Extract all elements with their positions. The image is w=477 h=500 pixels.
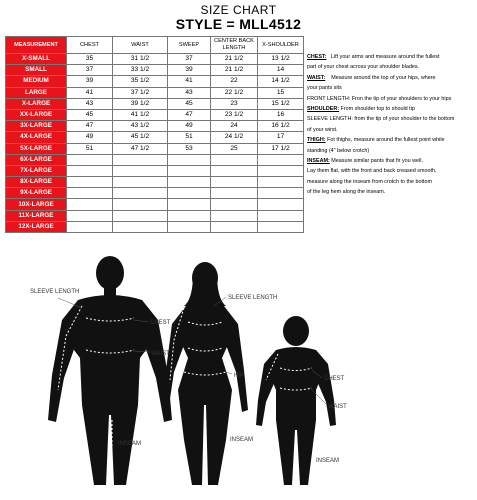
header-x-shoulder: X-SHOULDER xyxy=(258,37,304,54)
size-value xyxy=(168,188,211,199)
size-value: 39 xyxy=(67,76,113,87)
table-row xyxy=(6,54,304,65)
size-value: 37 xyxy=(168,54,211,65)
size-value: 13 1/2 xyxy=(258,54,304,65)
note-shoulder-1: From shoulder top to should tip xyxy=(340,106,415,113)
size-value: 45 1/2 xyxy=(113,132,168,143)
size-value xyxy=(113,165,168,176)
size-value: 41 xyxy=(67,87,113,98)
size-value xyxy=(113,154,168,165)
measurement-figure xyxy=(0,240,477,500)
size-label: 9X-LARGE xyxy=(6,188,67,199)
size-value: 23 1/2 xyxy=(211,109,258,120)
size-value xyxy=(211,154,258,165)
size-value: 24 1/2 xyxy=(211,132,258,143)
size-value: 17 1/2 xyxy=(258,143,304,154)
table-row xyxy=(6,199,304,210)
size-label: 5X-LARGE xyxy=(6,143,67,154)
size-value: 43 xyxy=(168,87,211,98)
size-value xyxy=(258,210,304,221)
size-value xyxy=(258,165,304,176)
size-label: X-LARGE xyxy=(6,98,67,109)
size-value xyxy=(67,165,113,176)
table-row xyxy=(6,132,304,143)
note-chest-1: Lift your arms and measure around the fullest xyxy=(330,54,440,60)
size-label: LARGE xyxy=(6,87,67,98)
style-code: STYLE = MLL4512 xyxy=(175,16,302,32)
size-value xyxy=(67,154,113,165)
size-label: 3X-LARGE xyxy=(6,121,67,132)
header-chest: CHEST xyxy=(67,37,113,54)
size-value: 47 1/2 xyxy=(113,143,168,154)
size-label: SMALL xyxy=(6,65,67,76)
size-value xyxy=(168,154,211,165)
size-value xyxy=(258,177,304,188)
label-inseam-child: INSEAM xyxy=(316,458,340,464)
size-value xyxy=(113,221,168,232)
note-inseam-1: Measure similar pants that fir you well. xyxy=(331,158,423,165)
note-waist-2: your pants sits xyxy=(307,85,342,92)
size-value: 39 1/2 xyxy=(113,98,168,109)
size-value: 47 xyxy=(67,121,113,132)
chart-title: SIZE CHART xyxy=(200,3,277,17)
table-row xyxy=(6,121,304,132)
size-label: 8X-LARGE xyxy=(6,177,67,188)
note-chest-2: part of your chest across your shoulder blades. xyxy=(307,64,420,71)
size-value: 31 1/2 xyxy=(113,54,168,65)
note-waist-1: Measure around the top of your hips, where xyxy=(331,74,436,81)
size-value xyxy=(168,210,211,221)
size-value: 24 xyxy=(211,121,258,132)
size-label: 6X-LARGE xyxy=(6,154,67,165)
size-value: 41 1/2 xyxy=(113,109,168,120)
header-waist: WAIST xyxy=(113,37,168,54)
table-row xyxy=(6,188,304,199)
size-label: 11X-LARGE xyxy=(6,210,67,221)
size-value: 49 xyxy=(168,121,211,132)
size-value xyxy=(211,221,258,232)
size-value: 25 xyxy=(211,143,258,154)
size-value xyxy=(211,199,258,210)
note-sleeve-2: of your wirst. xyxy=(307,126,338,133)
table-header-row xyxy=(6,37,304,54)
note-inseam-4: of the leg hem along the inseam. xyxy=(307,189,386,196)
size-value: 21 1/2 xyxy=(211,54,258,65)
size-value xyxy=(67,199,113,210)
size-label: 12X-LARGE xyxy=(6,221,67,232)
size-value: 45 xyxy=(168,98,211,109)
size-value xyxy=(211,210,258,221)
size-value xyxy=(258,188,304,199)
size-value: 35 xyxy=(67,54,113,65)
size-value: 43 1/2 xyxy=(113,121,168,132)
size-value xyxy=(211,177,258,188)
table-row xyxy=(6,87,304,98)
note-waist-head: WAIST: xyxy=(307,74,326,81)
size-value: 39 xyxy=(168,65,211,76)
size-value: 16 1/2 xyxy=(258,121,304,132)
note-thigh-head: THIGH: xyxy=(307,137,326,144)
size-value: 22 1/2 xyxy=(211,87,258,98)
note-inseam-3: measure along the inseam from crotch to the bottom xyxy=(307,178,432,185)
header-sweep: SWEEP xyxy=(168,37,211,54)
size-value xyxy=(211,188,258,199)
note-inseam-2: Lay them flat, with the front and back creased smooth, xyxy=(307,168,437,175)
size-label: 10X-LARGE xyxy=(6,199,67,210)
label-sleeve-length-man: SLEEVE LENGTH xyxy=(30,289,80,295)
label-waist-child: WAIST xyxy=(328,404,347,410)
size-value: 15 xyxy=(258,87,304,98)
table-row xyxy=(6,65,304,76)
table-row xyxy=(6,98,304,109)
size-value: 47 xyxy=(168,109,211,120)
size-value: 14 1/2 xyxy=(258,76,304,87)
label-hip-woman: HIP xyxy=(234,373,245,379)
note-thigh-1: Fot thighs, measure around the fullest point while xyxy=(327,137,445,144)
size-label: 4X-LARGE xyxy=(6,132,67,143)
note-chest-head: CHEST: xyxy=(307,54,327,60)
size-value xyxy=(258,199,304,210)
size-label: MEDIUM xyxy=(6,76,67,87)
size-value: 21 1/2 xyxy=(211,65,258,76)
size-value: 37 xyxy=(67,65,113,76)
header-center-back-length: CENTER BACK LENGTH xyxy=(211,37,258,54)
note-front-length: FRONT LENGTH: Fron the tip of your shoulders to your hips xyxy=(307,95,452,102)
size-value: 37 1/2 xyxy=(113,87,168,98)
size-value: 43 xyxy=(67,98,113,109)
size-value xyxy=(168,221,211,232)
table-row xyxy=(6,76,304,87)
size-value xyxy=(67,188,113,199)
size-value: 41 xyxy=(168,76,211,87)
size-value xyxy=(168,199,211,210)
size-value: 35 1/2 xyxy=(113,76,168,87)
note-thigh-2: standing (4" below crotch) xyxy=(307,147,370,154)
size-label: 7X-LARGE xyxy=(6,165,67,176)
table-row xyxy=(6,165,304,176)
size-value: 17 xyxy=(258,132,304,143)
note-shoulder-head: SHOULDER: xyxy=(307,106,340,113)
label-inseam-man: INSEAM xyxy=(118,441,142,447)
size-value xyxy=(67,221,113,232)
table-row xyxy=(6,154,304,165)
note-inseam-head: INSEAM: xyxy=(307,158,330,165)
size-value xyxy=(67,177,113,188)
size-value xyxy=(211,165,258,176)
header-measurement: MEASUREMENT xyxy=(6,37,67,54)
size-label: XX-LARGE xyxy=(6,109,67,120)
size-value xyxy=(113,177,168,188)
size-value: 15 1/2 xyxy=(258,98,304,109)
size-value xyxy=(113,210,168,221)
size-value xyxy=(67,210,113,221)
label-sleeve-length-woman: SLEEVE LENGTH xyxy=(228,295,278,301)
size-table xyxy=(5,36,304,233)
note-sleeve-1: SLEEVE LENGTH: from the tip of your shoulder to the bottom xyxy=(307,116,455,123)
size-value: 45 xyxy=(67,109,113,120)
size-value xyxy=(258,221,304,232)
size-value: 49 xyxy=(67,132,113,143)
table-row xyxy=(6,221,304,232)
table-row xyxy=(6,177,304,188)
size-value: 22 xyxy=(211,76,258,87)
size-value: 14 xyxy=(258,65,304,76)
size-value: 51 xyxy=(168,132,211,143)
size-value xyxy=(113,199,168,210)
size-value xyxy=(168,165,211,176)
label-waist-man: WAIST xyxy=(151,351,170,357)
table-row xyxy=(6,210,304,221)
measurement-notes xyxy=(307,52,475,198)
label-chest-child: CHEST xyxy=(324,376,345,382)
size-value: 33 1/2 xyxy=(113,65,168,76)
size-value xyxy=(113,188,168,199)
size-value: 16 xyxy=(258,109,304,120)
size-value: 51 xyxy=(67,143,113,154)
label-inseam-woman: INSEAM xyxy=(230,437,254,443)
size-value: 53 xyxy=(168,143,211,154)
size-label: X-SMALL xyxy=(6,54,67,65)
size-value xyxy=(258,154,304,165)
size-value xyxy=(168,177,211,188)
label-chest-man: CHEST xyxy=(150,320,171,326)
table-row xyxy=(6,109,304,120)
size-value: 23 xyxy=(211,98,258,109)
table-row xyxy=(6,143,304,154)
